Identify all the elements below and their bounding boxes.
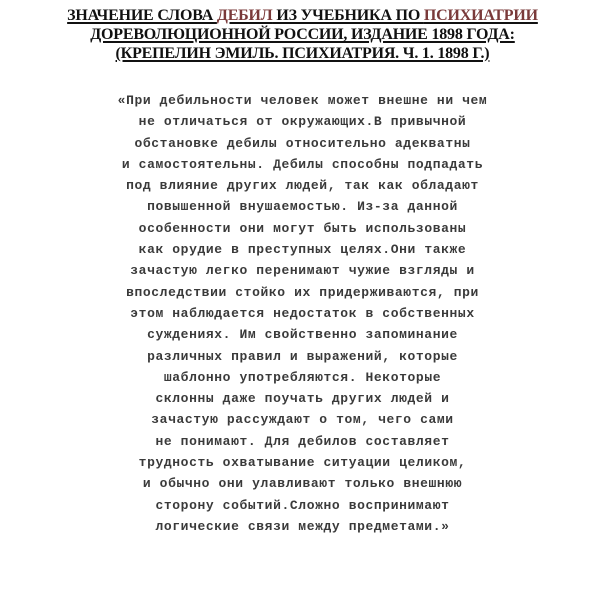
header-line-3: (КРЕПЕЛИН ЭМИЛЬ. ПСИХИАТРИЯ. Ч. 1. 1898 Г.) bbox=[115, 45, 490, 62]
quote-line: зачастую легко перенимают чужие взгляды и bbox=[130, 263, 475, 279]
quote-line: как орудие в преступных целях.Они также bbox=[138, 242, 467, 258]
quote-line: «При дебильности человек может внешне ни чем bbox=[117, 93, 488, 108]
quote-line: повышенной внушаемостью. Из-за данной bbox=[147, 199, 458, 215]
header-line-2: ДОРЕВОЛЮЦИОННОЙ РОССИИ, ИЗДАНИЕ 1898 ГОДА: bbox=[90, 26, 515, 43]
header-highlight-psychiatry: ПСИХИАТРИИ bbox=[423, 7, 538, 24]
header-highlight-debil: ДЕБИЛ bbox=[216, 7, 273, 24]
document-header bbox=[8, 6, 597, 63]
header-line-1 bbox=[8, 6, 597, 25]
quote-line: не отличаться от окружающих.В привычной bbox=[138, 114, 467, 130]
header-line-1-part-1: ЗНАЧЕНИЕ СЛОВА bbox=[67, 7, 217, 24]
quote-line: под влияние других людей, так как обладают bbox=[126, 178, 479, 194]
quote-line: склонны даже поучать других людей и bbox=[155, 391, 450, 407]
quote-line: суждениях. Им свойственно запоминание bbox=[147, 327, 458, 343]
quote-line: и обычно они улавливают только внешнюю bbox=[142, 476, 463, 492]
quote-body bbox=[8, 90, 597, 537]
quote-line: обстановке дебилы относительно адекватны bbox=[134, 135, 471, 151]
quote-line: не понимают. Для дебилов составляет bbox=[155, 433, 450, 449]
quote-line: этом наблюдается недостаток в собственных bbox=[130, 305, 475, 321]
quote-line: трудность охватывание ситуации целиком, bbox=[138, 455, 467, 471]
header-line-1-part-2: ИЗ УЧЕБНИКА ПО bbox=[272, 7, 424, 24]
quote-line: впоследствии стойко их придерживаются, при bbox=[126, 284, 479, 300]
quote-line: шаблонно употребляются. Некоторые bbox=[163, 369, 442, 385]
quote-line: особенности они могут быть использованы bbox=[138, 220, 467, 236]
quote-line: и самостоятельны. Дебилы способны подпадать bbox=[121, 156, 484, 172]
quote-line: логические связи между предметами.» bbox=[155, 518, 450, 534]
quote-line: различных правил и выражений, которые bbox=[147, 348, 458, 364]
quote-line: зачастую рассуждают о том, чего сами bbox=[151, 412, 454, 428]
quote-line: сторону событий.Сложно воспринимают bbox=[155, 497, 450, 513]
